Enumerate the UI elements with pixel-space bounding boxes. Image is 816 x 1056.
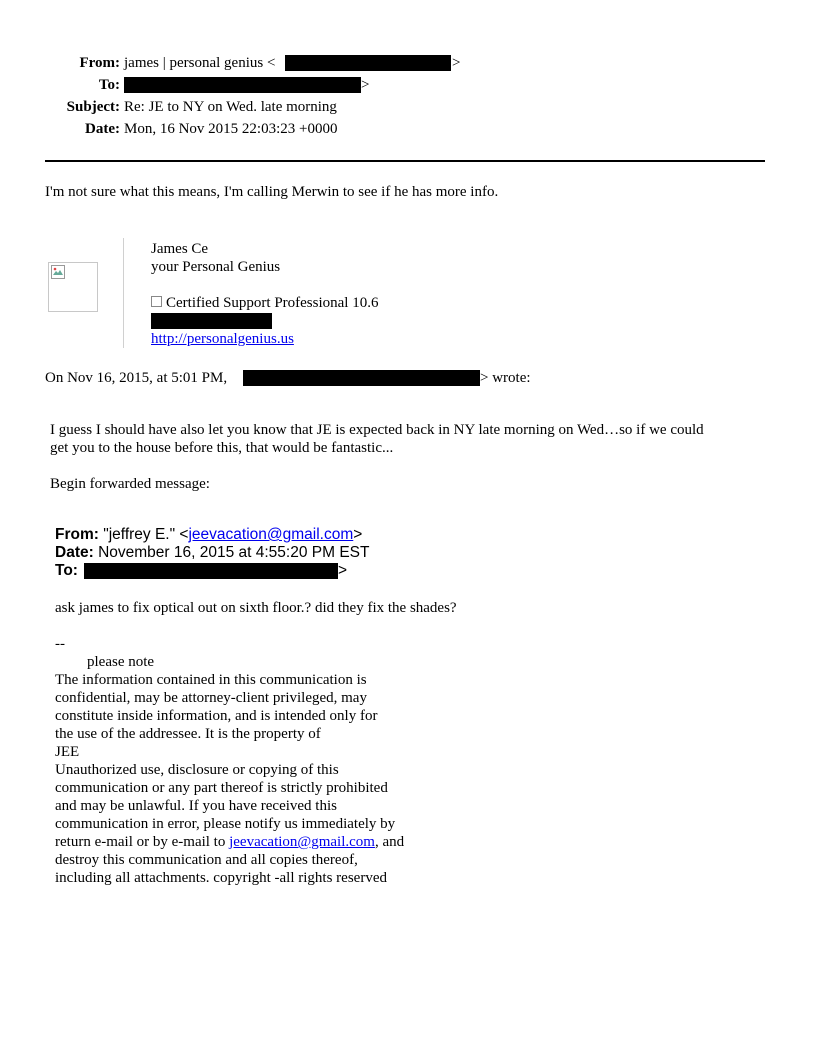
redaction-block: [285, 55, 451, 71]
fwd-date-value: November 16, 2015 at 4:55:20 PM EST: [98, 544, 370, 561]
certification-badge-icon: [151, 296, 162, 307]
fwd-from-prefix: "jeffrey E." <: [103, 526, 189, 543]
quote-intro-suffix: > wrote:: [480, 370, 531, 386]
body-text: I'm not sure what this means, I'm calling Merwin to see if he has more info.: [45, 184, 499, 200]
to-label: To:: [98, 77, 120, 93]
signature-tagline: your Personal Genius: [151, 259, 281, 275]
fwd-signature-dashes: --: [55, 636, 65, 652]
signature-cert-text: Certified Support Professional 10.6: [166, 295, 379, 311]
signature-name: James Ce: [151, 241, 209, 257]
signature-cert: [151, 294, 378, 312]
broken-image-icon: [51, 265, 65, 279]
quoted-message: I guess I should have also let you know that JE is expected back in NY late morning on Wed…so if we could get you to the house before this, that would be fantastic...: [50, 422, 704, 456]
fwd-message: ask james to fix optical out on sixth floor.? did they fix the shades?: [55, 600, 457, 616]
begin-forwarded-label: Begin forwarded message:: [50, 476, 210, 492]
to-close-bracket: >: [361, 77, 370, 93]
date-label: Date:: [85, 121, 120, 137]
subject-value: Re: JE to NY on Wed. late morning: [124, 99, 337, 115]
quote-intro-prefix: On Nov 16, 2015, at 5:01 PM,: [45, 370, 228, 386]
redaction-block: [84, 563, 338, 579]
fwd-please-note: please note: [87, 654, 155, 670]
header-divider: [45, 160, 765, 162]
signature-divider: [123, 238, 124, 348]
fwd-date-row: [55, 544, 369, 562]
fwd-from-email-link[interactable]: jeevacation@gmail.com: [188, 526, 354, 543]
disclaimer-part-2: destroy this communication and all copies thereof, including all attachments. copyright -all rights reserved: [55, 852, 387, 886]
signature-url-link[interactable]: http://personalgenius.us: [151, 331, 294, 347]
date-value: Mon, 16 Nov 2015 22:03:23 +0000: [124, 121, 338, 137]
fwd-date-label: Date:: [55, 544, 94, 561]
redaction-block: [243, 370, 480, 386]
fwd-from-label: From:: [55, 526, 99, 543]
fwd-to-row: [55, 562, 78, 580]
disclaimer-text: [55, 671, 475, 887]
from-value: james | personal genius <: [124, 55, 276, 71]
fwd-to-label: To:: [55, 562, 78, 579]
fwd-to-close-bracket: >: [338, 562, 348, 579]
disclaimer-after-email: , and: [374, 834, 405, 850]
fwd-from-row: [55, 526, 362, 544]
redaction-block: [151, 313, 272, 329]
redaction-block: [124, 77, 361, 93]
subject-label: Subject:: [66, 99, 120, 115]
fwd-from-suffix: >: [353, 526, 363, 543]
signature-image-placeholder: [48, 262, 98, 312]
from-label: From:: [79, 55, 120, 71]
disclaimer-part-1: The information contained in this communication is confidential, may be attorney-client privileged, may constitute inside information, and is intended only for the use of the addressee. It is the property of JEE Unauthorized use, disclosure or copying of this communication or any part thereof is strictly prohibited and may be unlawful. If you have received this communication in error, please notify us immediately by return e-mail or by e-mail to: [55, 672, 396, 850]
from-close-bracket: >: [452, 55, 461, 71]
disclaimer-email-link[interactable]: jeevacation@gmail.com: [229, 834, 375, 850]
